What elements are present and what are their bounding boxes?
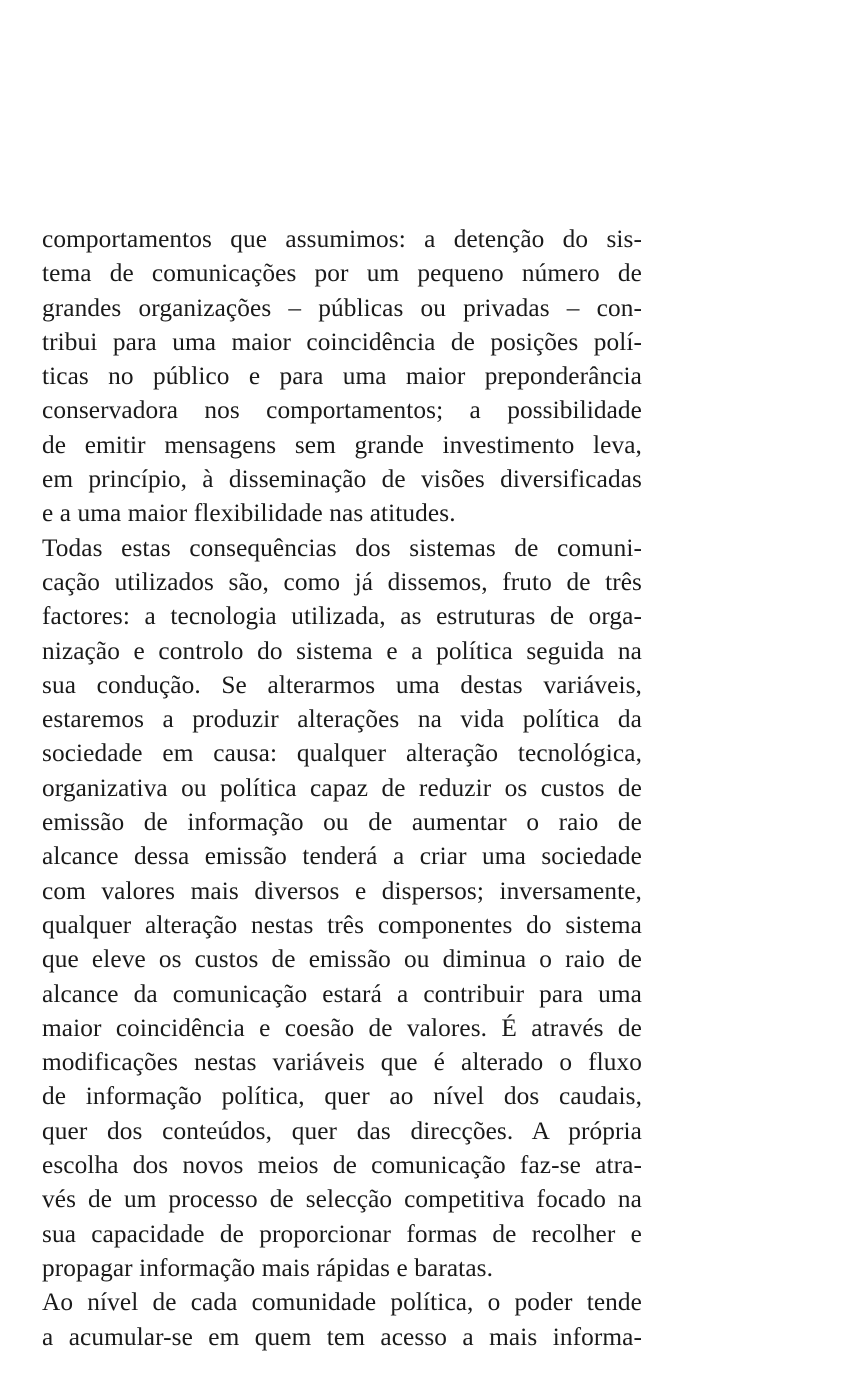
paragraph-end-line: propagar informação mais rápidas e baratas. [42, 1253, 494, 1282]
text-line: quer dos conteúdos, quer das direcções. A própria [42, 1116, 642, 1145]
text-line: Ao nível de cada comunidade política, o poder tende [42, 1288, 642, 1317]
text-line: em princípio, à disseminação de visões diversificadas [42, 465, 642, 494]
text-line: maior coincidência e coesão de valores. É através de [42, 1013, 642, 1042]
text-line: escolha dos novos meios de comunicação faz-se atra- [42, 1151, 642, 1180]
text-line: alcance dessa emissão tenderá a criar uma sociedade [42, 842, 642, 871]
text-line: alcance da comunicação estará a contribuir para uma [42, 979, 642, 1008]
text-line: sua condução. Se alterarmos uma destas variáveis, [42, 670, 642, 699]
text-line: cação utilizados são, como já dissemos, fruto de três [42, 567, 642, 596]
text-line: de informação política, quer ao nível dos caudais, [42, 1082, 642, 1111]
text-line: grandes organizações – públicas ou privadas – con- [42, 293, 642, 322]
text-line: modificações nestas variáveis que é alterado o fluxo [42, 1048, 642, 1077]
text-line: de emitir mensagens sem grande investimento leva, [42, 430, 642, 459]
text-line: nização e controlo do sistema e a política seguida na [42, 636, 642, 665]
body-text [42, 222, 642, 1354]
text-line: que eleve os custos de emissão ou diminua o raio de [42, 945, 642, 974]
text-line: conservadora nos comportamentos; a possibilidade [42, 396, 642, 425]
text-line: com valores mais diversos e dispersos; inversamente, [42, 876, 642, 905]
text-line: comportamentos que assumimos: a detenção do sis- [42, 225, 642, 253]
text-line: qualquer alteração nestas três componentes do sistema [42, 910, 642, 939]
text-line: sociedade em causa: qualquer alteração tecnológica, [42, 739, 642, 768]
text-line: Todas estas consequências dos sistemas de comuni- [42, 533, 642, 562]
paragraph-end-line: e a uma maior flexibilidade nas atitudes. [42, 499, 456, 528]
text-line: estaremos a produzir alterações na vida política da [42, 705, 642, 734]
text-line: emissão de informação ou de aumentar o raio de [42, 808, 642, 837]
text-line: tema de comunicações por um pequeno número de [42, 259, 642, 288]
text-line: factores: a tecnologia utilizada, as estruturas de orga- [42, 602, 642, 631]
text-line: organizativa ou política capaz de reduzir os custos de [42, 773, 642, 802]
text-line: ticas no público e para uma maior preponderância [42, 362, 642, 391]
text-line: sua capacidade de proporcionar formas de recolher e [42, 1219, 642, 1248]
text-line: tribui para uma maior coincidência de posições polí- [42, 327, 642, 356]
text-line: vés de um processo de selecção competitiva focado na [42, 1185, 642, 1214]
text-line: a acumular-se em quem tem acesso a mais informa- [42, 1322, 642, 1351]
